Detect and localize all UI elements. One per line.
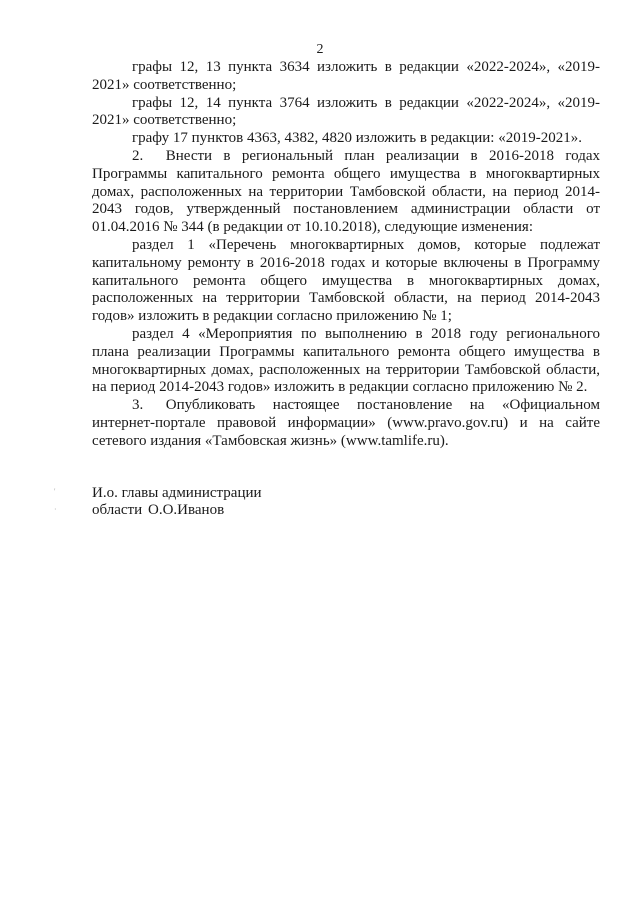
signature-block [92, 485, 262, 519]
page-number: 2 [316, 42, 324, 57]
signatory-position-line2 [92, 502, 262, 519]
document-body [92, 59, 600, 451]
paragraph-clause-2: 2. Внести в региональный план реализации в 2016-2018 годах Программы капитального ремонта общего имущества в многоквартирных домах, расположенных на территории Тамбовской области, на период 2014-2043 годов, утвержденный постановлением администрации области от 01.04.2016 № 344 (в редакции от 10.10.2018), следующие изменения: [92, 147, 600, 236]
paragraph-item-3634: графы 12, 13 пункта 3634 изложить в редакции «2022-2024», «2019-2021» соответственно; [92, 59, 600, 93]
paragraph-clause-3: 3. Опубликовать настоящее постановление на «Официальном интернет-портале правовой информации» (www.pravo.gov.ru) и на сайте сетевого издания «Тамбовская жизнь» (www.tamlife.ru). [92, 397, 600, 449]
paragraph-section-4: раздел 4 «Мероприятия по выполнению в 2018 году регионального плана реализации Программы капитального ремонта общего имущества в многоквартирных домах, расположенных на территории Тамбовской области, на период 2014-2043 годов» изложить в редакции согласно приложению № 2. [92, 325, 600, 396]
signatory-position-region: области [92, 502, 143, 518]
scan-artifact-mark: · [54, 505, 57, 514]
signatory-position-line1: И.о. главы администрации [92, 485, 262, 501]
paragraph-section-1: раздел 1 «Перечень многоквартирных домов, которые подлежат капитальному ремонту в 2016-2018 годах и которые включены в Программу капитального ремонта общего имущества в многоквартирных домах, расположенных на территории Тамбовской области, на период 2014-2043 годов» изложить в редакции согласно приложению № 1; [92, 236, 600, 325]
paragraph-items-4363-4382-4820: графу 17 пунктов 4363, 4382, 4820 изложить в редакции: «2019-2021». [132, 130, 582, 147]
signatory-name: О.О.Иванов [148, 502, 225, 518]
scan-artifact-mark: ' [54, 487, 56, 496]
paragraph-item-3764: графы 12, 14 пункта 3764 изложить в редакции «2022-2024», «2019-2021» соответственно; [92, 94, 600, 129]
